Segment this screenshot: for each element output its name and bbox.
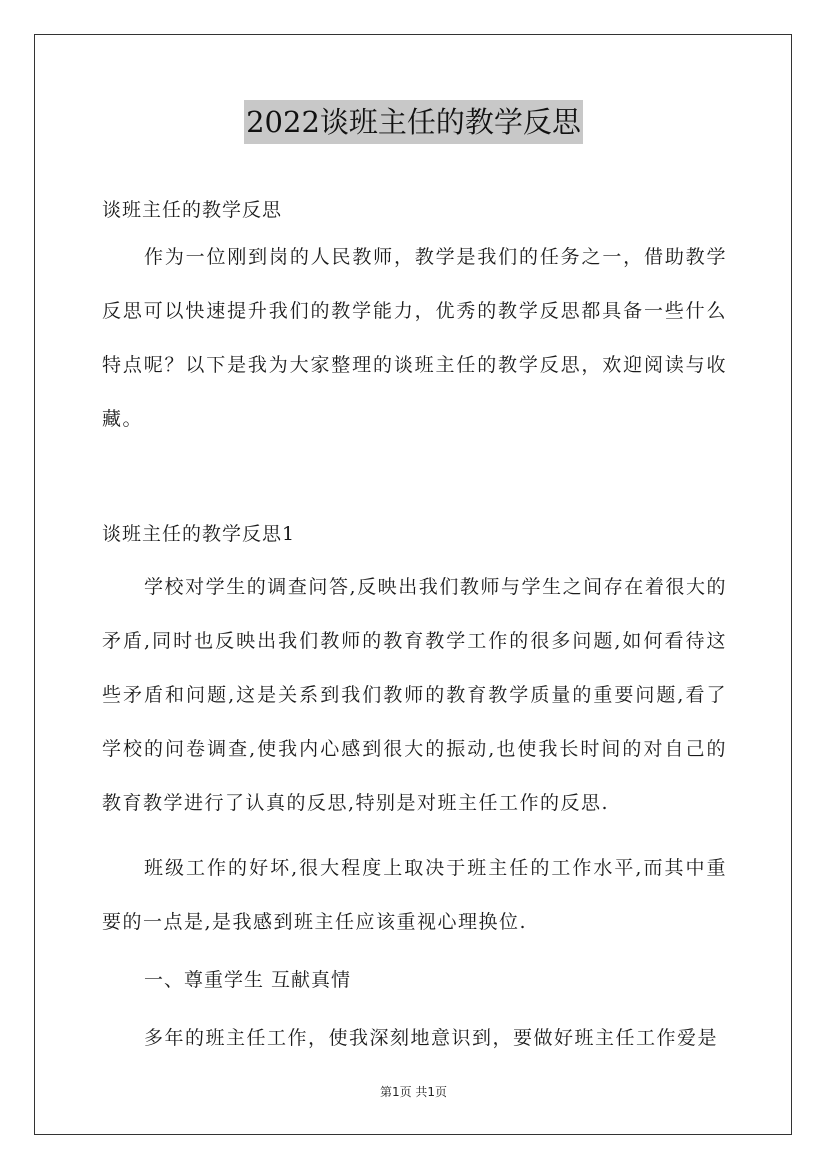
page-footer: 第1页 共1页 xyxy=(379,1085,448,1099)
body-paragraph: 学校对学生的调查问答,反映出我们教师与学生之间存在着很大的矛盾,同时也反映出我们教师的教育教学工作的很多问题,如何看待这些矛盾和问题,这是关系到我们教师的教育教学质量的重要问题,看了学校的问卷调查,使我内心感到很大的振动,也使我长时间的对自己的教育教学进行了认真的反思,特别是对班主任工作的反思. xyxy=(102,576,727,814)
document-body xyxy=(102,174,727,1065)
document-title: 2022谈班主任的教学反思 xyxy=(244,100,583,144)
document-subtitle: 谈班主任的教学反思 xyxy=(102,199,283,221)
intro-paragraph: 作为一位刚到岗的人民教师，教学是我们的任务之一，借助教学反思可以快速提升我们的教学能力，优秀的教学反思都具备一些什么特点呢？以下是我为大家整理的谈班主任的教学反思，欢迎阅读与收藏。 xyxy=(102,246,727,430)
body-paragraph: 多年的班主任工作，使我深刻地意识到，要做好班主任工作爱是 xyxy=(144,1027,719,1049)
section-heading: 谈班主任的教学反思1 xyxy=(102,523,296,545)
sub-heading: 一、尊重学生 互献真情 xyxy=(144,969,352,991)
title-container xyxy=(0,100,827,144)
body-paragraph: 班级工作的好坏,很大程度上取决于班主任的工作水平,而其中重要的一点是,是我感到班主任应该重视心理换位. xyxy=(102,857,727,933)
